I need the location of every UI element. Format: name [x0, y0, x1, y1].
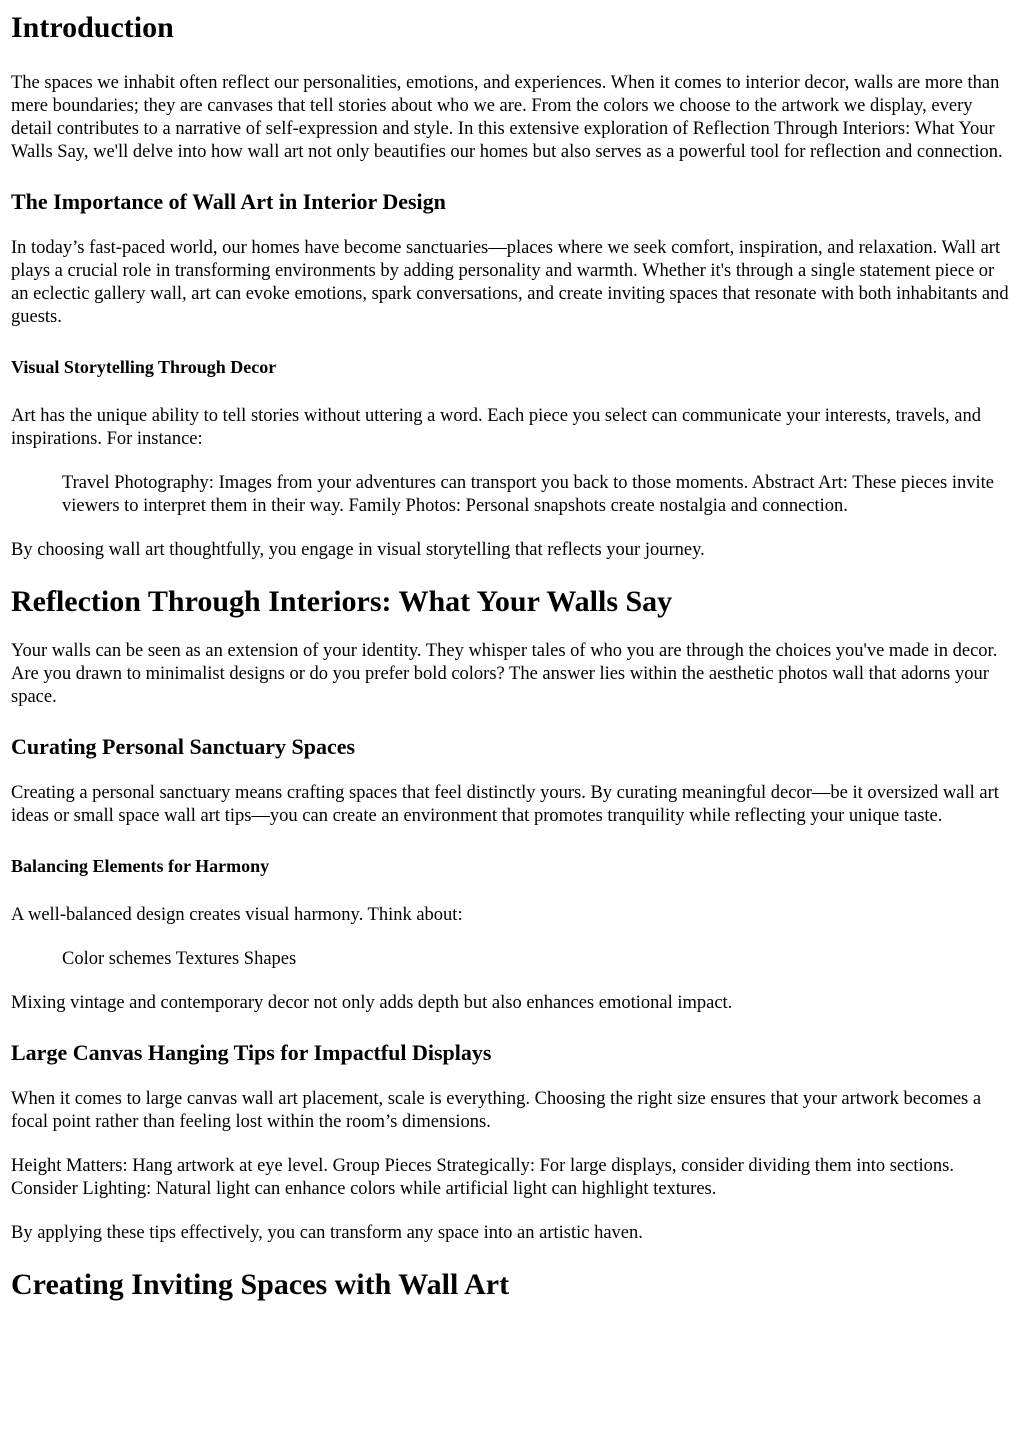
storytelling-closing: By choosing wall art thoughtfully, you engage in visual storytelling that reflects your journey. [11, 540, 705, 560]
balancing-closing: Mixing vintage and contemporary decor not only adds depth but also enhances emotional impact. [11, 993, 733, 1013]
heading-reflection: Reflection Through Interiors: What Your Walls Say [11, 585, 673, 618]
heading-sanctuary: Curating Personal Sanctuary Spaces [11, 734, 356, 759]
heading-inviting-spaces: Creating Inviting Spaces with Wall Art [11, 1268, 510, 1301]
intro-paragraph: The spaces we inhabit often reflect our personalities, emotions, and experiences. When it comes to interior decor, walls are more than mere boundaries; they are canvases that tell stories about who we are. From the colors we choose to the artwork we display, every detail contributes to a narrative of self-expression and style. In this extensive exploration of Reflection Through Interiors: What Your Walls Say, we'll delve into how wall art not only beautifies our homes but also serves as a powerful tool for reflection and connection. [11, 73, 1003, 162]
heading-visual-storytelling: Visual Storytelling Through Decor [11, 357, 277, 377]
balancing-list: Color schemes Textures Shapes [62, 949, 297, 969]
canvas-tips-list: Height Matters: Hang artwork at eye level. Group Pieces Strategically: For large displays, consider dividing them into sections. Consider Lighting: Natural light can enhance colors while artificial light can highlight textures. [11, 1156, 954, 1199]
heading-balancing: Balancing Elements for Harmony [11, 856, 270, 876]
canvas-closing: By applying these tips effectively, you can transform any space into an artistic haven. [11, 1223, 643, 1243]
canvas-paragraph: When it comes to large canvas wall art placement, scale is everything. Choosing the right size ensures that your artwork becomes a focal point rather than feeling lost within the room’s dimensions. [11, 1089, 982, 1132]
heading-importance: The Importance of Wall Art in Interior Design [11, 189, 446, 214]
importance-paragraph: In today’s fast-paced world, our homes have become sanctuaries—places where we seek comfort, inspiration, and relaxation. Wall art plays a crucial role in transforming environments by adding personality and warmth. Whether it's through a single statement piece or an eclectic gallery wall, art can evoke emotions, spark conversations, and create inviting spaces that resonate with both inhabitants and guests. [11, 238, 1009, 327]
article [0, 10, 1024, 1303]
storytelling-paragraph: Art has the unique ability to tell stories without uttering a word. Each piece you select can communicate your interests, travels, and inspirations. For instance: [11, 406, 981, 449]
balancing-paragraph: A well-balanced design creates visual harmony. Think about: [11, 905, 463, 925]
heading-introduction: Introduction [11, 11, 174, 44]
reflection-paragraph: Your walls can be seen as an extension of your identity. They whisper tales of who you are through the choices you've made in decor. Are you drawn to minimalist designs or do you prefer bold colors? The answer lies within the aesthetic photos wall that adorns your space. [11, 641, 998, 707]
storytelling-list: Travel Photography: Images from your adventures can transport you back to those moments. Abstract Art: These pieces invite viewers to interpret them in their way. Family Photos: Personal snapshots create nostalgia and connection. [62, 473, 994, 516]
heading-canvas-tips: Large Canvas Hanging Tips for Impactful Displays [11, 1040, 492, 1065]
sanctuary-paragraph: Creating a personal sanctuary means crafting spaces that feel distinctly yours. By curating meaningful decor—be it oversized wall art ideas or small space wall art tips—you can create an environment that promotes tranquility while reflecting your unique taste. [11, 783, 999, 826]
